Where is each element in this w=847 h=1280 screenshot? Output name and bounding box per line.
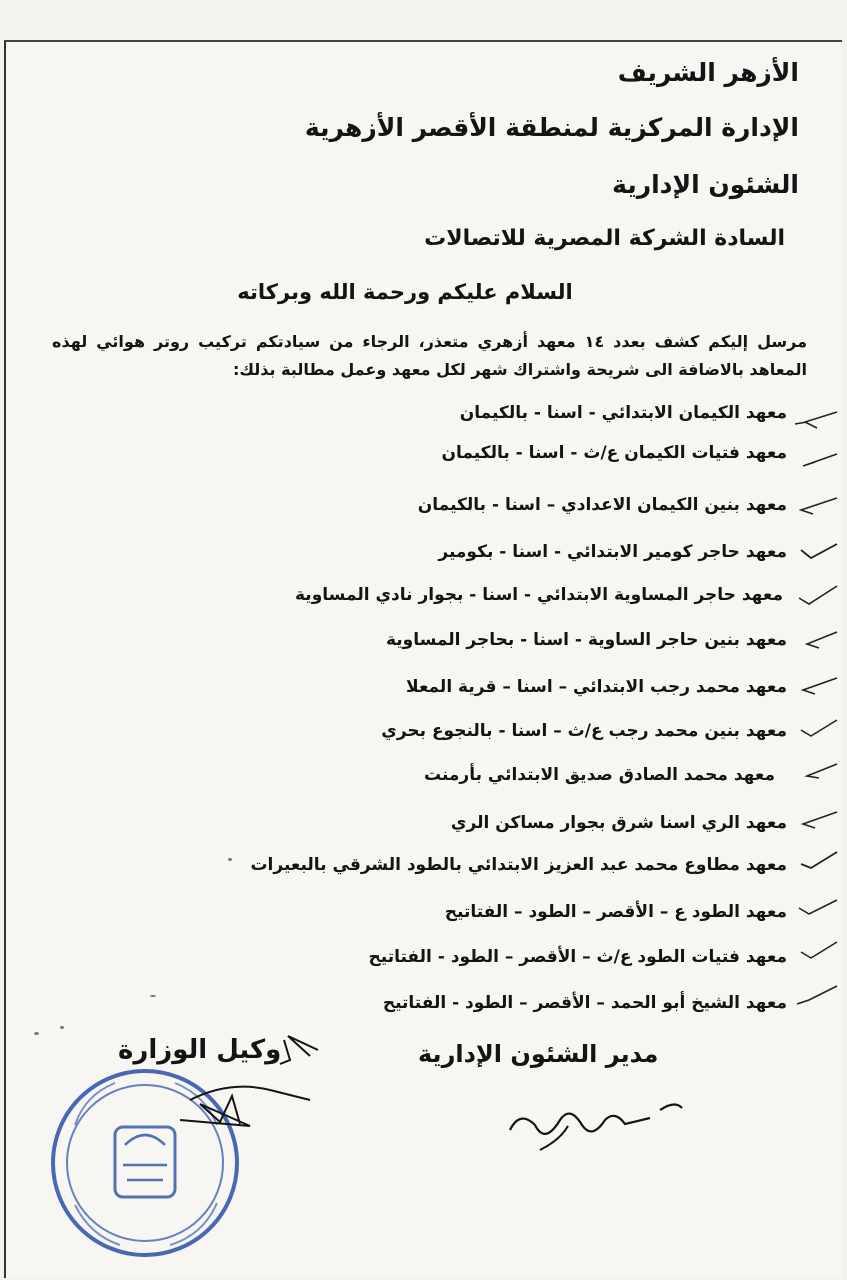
header-line-2: الإدارة المركزية لمنطقة الأقصر الأزهرية [304, 113, 799, 142]
list-item: معهد بنين الكيمان الاعدادي – اسنا - بالكيمان [417, 495, 787, 515]
checkmark-icon [793, 674, 839, 700]
checkmark-icon [793, 850, 839, 876]
checkmark-icon [793, 808, 839, 834]
list-item: معهد الطود ع – الأقصر – الطود – الفتاتيح [444, 902, 787, 922]
list-item: معهد بنين حاجر الساوية - اسنا - بحاجر المساوية [385, 630, 787, 650]
checkmark-icon [793, 408, 839, 434]
list-item: معهد حاجر المساوية الابتدائي - اسنا - بجوار نادي المساوية [295, 585, 783, 605]
intro-paragraph: مرسل إليكم كشف بعدد ١٤ معهد أزهري متعذر، الرجاء من سيادتكم تركيب روتر هوائي لهذه المعاهد بالاضافة الى شريحة واشتراك شهر لكل معهد وعمل مطالبة بذلك: [52, 332, 808, 379]
list-item: معهد الكيمان الابتدائي - اسنا - بالكيمان [459, 403, 787, 423]
checkmark-icon [793, 448, 839, 474]
list-item: معهد محمد رجب الابتدائي – اسنا – قرية المعلا [406, 677, 787, 697]
signature-scribble-right [500, 1090, 700, 1160]
checkmark-icon [793, 718, 839, 744]
signature-title-left: وكيل الوزارة [118, 1035, 282, 1065]
list-item: معهد الشيخ أبو الحمد – الأقصر – الطود - الفتاتيح [382, 993, 787, 1013]
speck [34, 1032, 39, 1035]
checkmark-icon [793, 628, 839, 654]
signature-scribble-left [160, 1030, 320, 1130]
checkmark-icon [793, 540, 839, 566]
checkmark-icon [793, 584, 839, 610]
speck [228, 858, 232, 861]
list-item: معهد محمد الصادق صديق الابتدائي بأرمنت [423, 765, 775, 785]
greeting: السلام عليكم ورحمة الله وبركاته [237, 280, 573, 304]
header-line-1: الأزهر الشريف [617, 58, 799, 87]
speck [150, 995, 156, 997]
checkmark-icon [793, 760, 839, 786]
list-item: معهد حاجر كومير الابتدائي - اسنا - بكومير [438, 542, 787, 562]
checkmark-icon [793, 984, 839, 1010]
signature-title-right: مدير الشئون الإدارية [418, 1040, 659, 1068]
list-item: معهد فتيات الكيمان ع/ث - اسنا - بالكيمان [441, 443, 787, 463]
list-item: معهد فتيات الطود ع/ث – الأقصر – الطود - الفتاتيح [368, 947, 787, 967]
list-item: معهد مطاوع محمد عبد العزيز الابتدائي بالطود الشرقي بالبعيرات [250, 855, 787, 875]
speck [60, 1026, 64, 1029]
list-item: معهد الري اسنا شرق بجوار مساكن الري [450, 813, 787, 833]
recipient: السادة الشركة المصرية للاتصالات [424, 226, 785, 251]
checkmark-icon [793, 940, 839, 966]
header-line-3: الشئون الإدارية [612, 170, 799, 199]
checkmark-icon [793, 896, 839, 922]
list-item: معهد بنين محمد رجب ع/ث – اسنا - بالنجوع بحري [381, 721, 787, 741]
checkmark-icon [793, 496, 839, 522]
